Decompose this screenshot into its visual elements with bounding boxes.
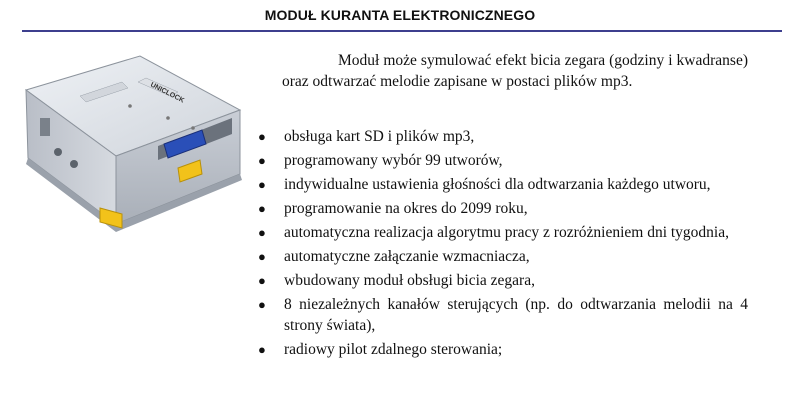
bullet-icon: ●	[258, 297, 266, 312]
bullet-icon: ●	[258, 129, 266, 144]
title-underline	[22, 30, 782, 32]
bullet-icon: ●	[258, 249, 266, 264]
bullet-icon: ●	[258, 342, 266, 357]
bullet-icon: ●	[258, 225, 266, 240]
intro-paragraph	[282, 50, 748, 92]
list-item: ● obsługa kart SD i plików mp3,	[258, 128, 475, 145]
list-item: ● programowany wybór 99 utworów,	[258, 152, 503, 169]
list-item: ● programowanie na okres do 2099 roku,	[258, 200, 528, 217]
intro-text: Moduł może symulować efekt bicia zegara (godziny i kwadranse) oraz odtwarzać melodie zapisane w postaci plików mp3.	[282, 52, 748, 90]
list-item: ● wbudowany moduł obsługi bicia zegara,	[258, 272, 535, 289]
list-item: ● automatyczne załączanie wzmacniacza,	[258, 248, 530, 265]
feature-list	[258, 126, 748, 363]
bullet-icon: ●	[258, 273, 266, 288]
list-item: ● indywidualne ustawienia głośności dla odtwarzania każdego utworu,	[258, 176, 711, 193]
bullet-icon: ●	[258, 153, 266, 168]
bullet-icon: ●	[258, 177, 266, 192]
brand-label: UNICLOCK	[149, 81, 186, 105]
list-item: ● radiowy pilot zdalnego sterowania;	[258, 341, 503, 358]
device-image	[18, 48, 248, 238]
document-title: MODUŁ KURANTA ELEKTRONICZNEGO	[264, 7, 536, 23]
list-item: ● automatyczna realizacja algorytmu pracy z rozróżnieniem dni tygodnia,	[258, 224, 729, 241]
bullet-icon: ●	[258, 201, 266, 216]
list-item: ● 8 niezależnych kanałów sterujących (np. do odtwarzania melodii na 4 strony świata),	[258, 296, 748, 334]
